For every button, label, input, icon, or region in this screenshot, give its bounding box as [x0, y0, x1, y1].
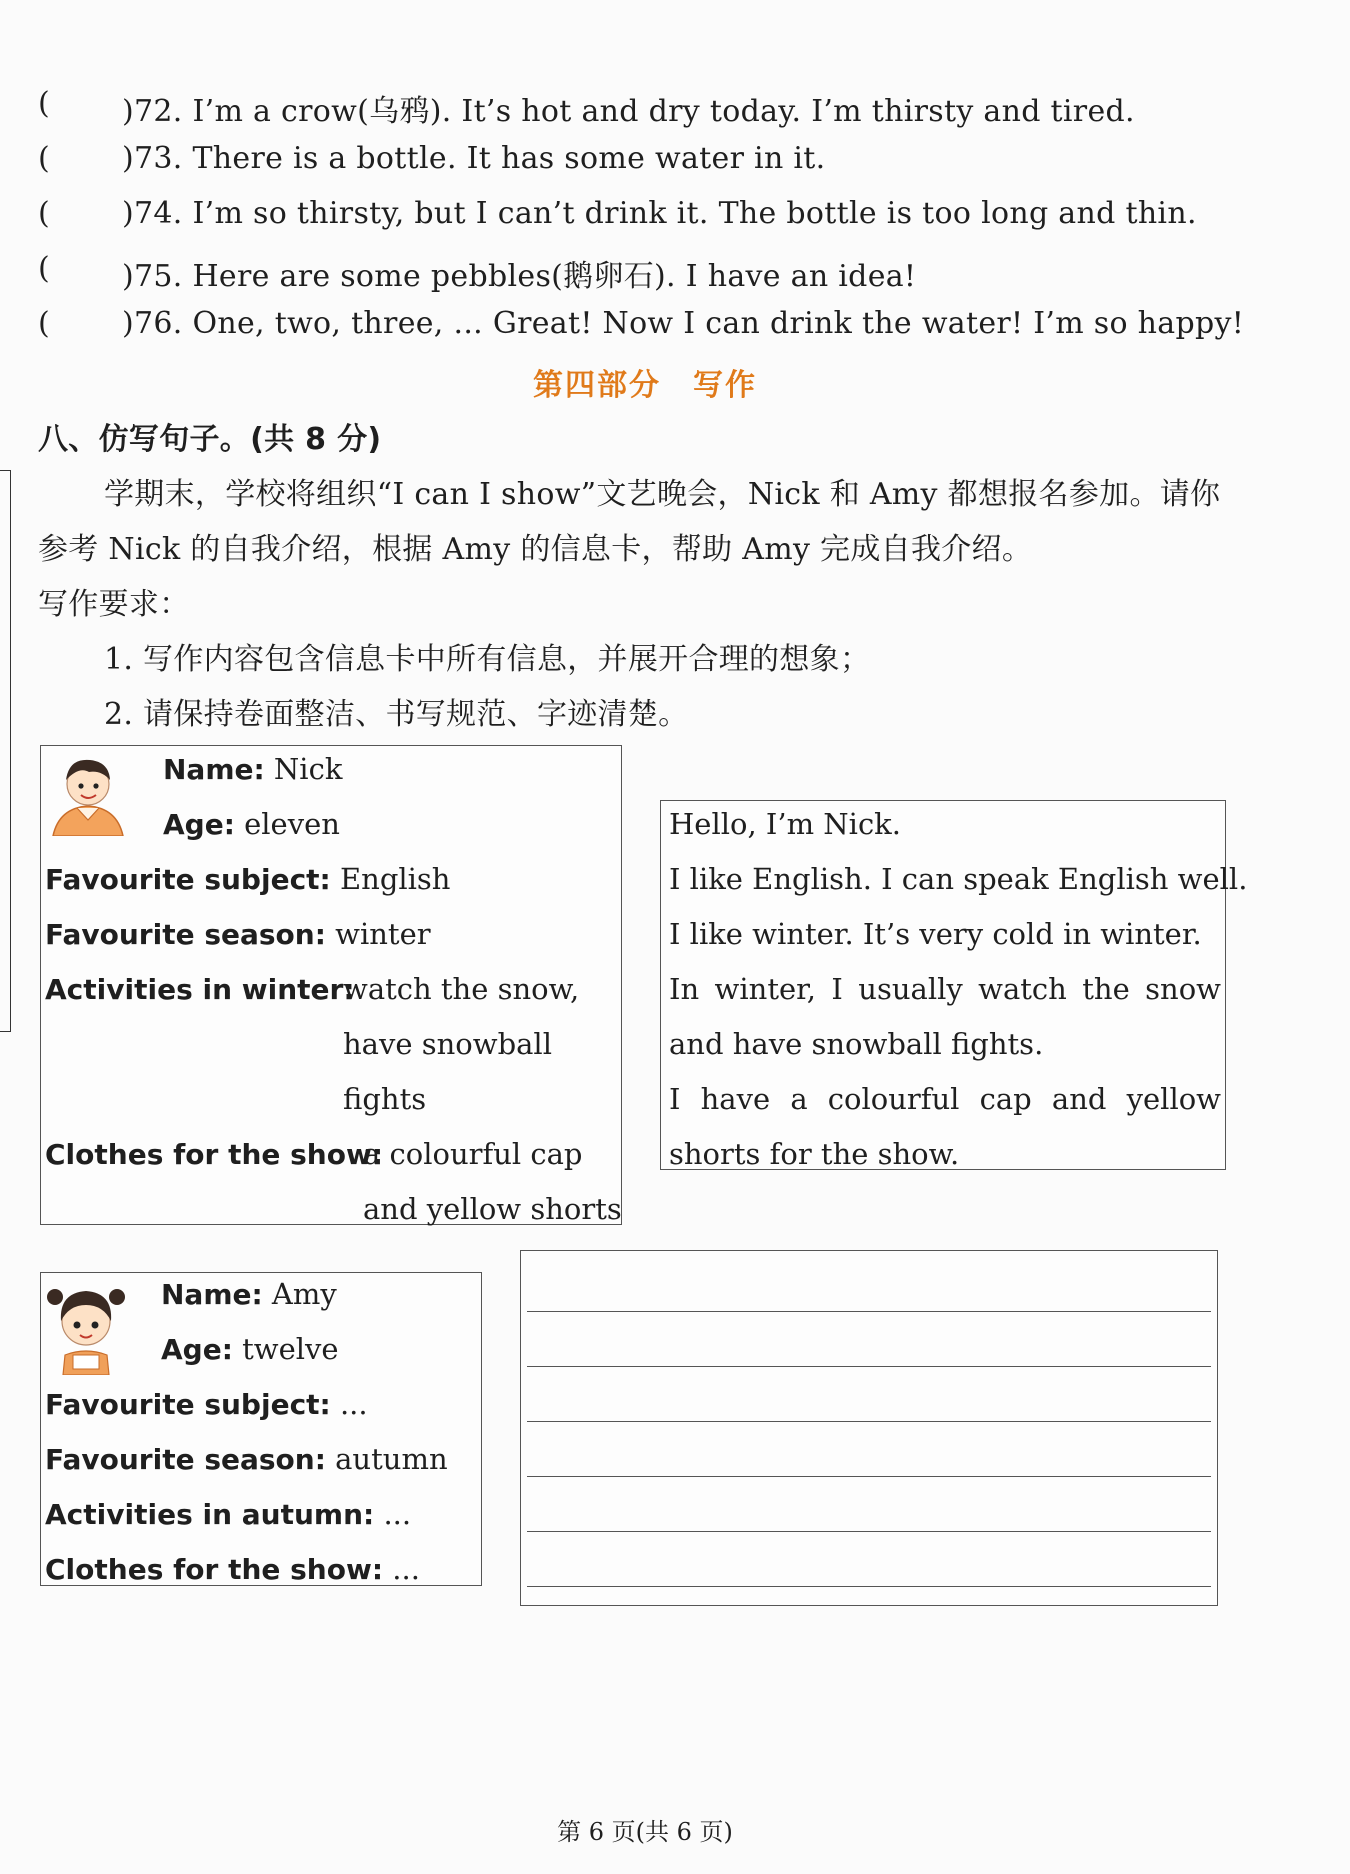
- name-value: Amy: [271, 1277, 337, 1311]
- sample-line: I have a colourful cap and yellow: [669, 1082, 1221, 1116]
- writing-line[interactable]: [527, 1311, 1211, 1312]
- age-label: Age:: [163, 808, 235, 841]
- sample-line: I like English. I can speak English well.: [669, 862, 1248, 896]
- boy-avatar-icon: [45, 750, 131, 836]
- season-value: winter: [335, 917, 431, 951]
- name-label: Name:: [161, 1278, 263, 1311]
- question-74: [122, 196, 1197, 231]
- question-text: I’m so thirsty, but I can’t drink it. The bottle is too long and thin.: [192, 196, 1197, 231]
- writing-answer-box[interactable]: [520, 1250, 1218, 1606]
- activities-row: [45, 972, 355, 1006]
- clothes-value-2: and yellow shorts: [363, 1192, 622, 1226]
- clothes-value: ...: [392, 1552, 420, 1586]
- activities-row: [45, 1497, 411, 1531]
- nick-sample-box: [660, 800, 1248, 1171]
- subject-label: Favourite subject:: [45, 1388, 331, 1421]
- requirement-1: 1. 写作内容包含信息卡中所有信息，并展开合理的想象；: [104, 642, 871, 677]
- subject-row: [45, 1387, 368, 1421]
- question-number: )72.: [122, 94, 183, 129]
- name-row: [161, 1277, 337, 1311]
- name-row: [163, 752, 342, 786]
- season-label: Favourite season:: [45, 918, 326, 951]
- clothes-label: Clothes for the show:: [45, 1553, 384, 1586]
- season-label: Favourite season:: [45, 1443, 326, 1476]
- binding-mark: [0, 470, 11, 1032]
- question-text: One, two, three, ... Great! Now I can drink the water! I’m so happy!: [192, 306, 1245, 341]
- season-row: [45, 917, 431, 951]
- sample-line: In winter, I usually watch the snow: [669, 972, 1221, 1006]
- writing-line[interactable]: [527, 1476, 1211, 1477]
- nick-info-card: [40, 745, 622, 1225]
- season-row: [45, 1442, 448, 1476]
- sample-line: shorts for the show.: [669, 1137, 960, 1171]
- age-row: [161, 1332, 339, 1366]
- answer-paren: (: [38, 196, 50, 231]
- subject-value: English: [339, 862, 451, 896]
- subject-label: Favourite subject:: [45, 863, 331, 896]
- answer-paren: (: [38, 306, 50, 341]
- clothes-value-1: a colourful cap: [363, 1137, 583, 1171]
- clothes-row: [45, 1137, 383, 1171]
- question-number: )76.: [122, 306, 183, 341]
- question-73: [122, 141, 826, 176]
- question-72: [122, 86, 1135, 130]
- sample-line: and have snowball fights.: [669, 1027, 1044, 1061]
- requirement-2: 2. 请保持卷面整洁、书写规范、字迹清楚。: [104, 697, 689, 732]
- age-label: Age:: [161, 1333, 233, 1366]
- part-heading: 八、仿写句子。(共 8 分): [38, 422, 382, 457]
- season-value: autumn: [335, 1442, 448, 1476]
- question-number: )75.: [122, 259, 183, 294]
- requirements-title: 写作要求：: [38, 587, 190, 622]
- sample-line: I like winter. It’s very cold in winter.: [669, 917, 1202, 951]
- clothes-row: [45, 1552, 420, 1586]
- writing-line[interactable]: [527, 1531, 1211, 1532]
- answer-paren: (: [38, 251, 50, 286]
- question-75: [122, 251, 916, 295]
- question-text: There is a bottle. It has some water in it.: [192, 141, 826, 176]
- activities-value-3: fights: [343, 1082, 427, 1116]
- activities-label: Activities in winter:: [45, 973, 355, 1006]
- question-76: [122, 306, 1244, 341]
- activities-value-2: have snowball: [343, 1027, 552, 1061]
- subject-value: ...: [339, 1387, 368, 1421]
- age-value: eleven: [244, 807, 340, 841]
- answer-paren: (: [38, 86, 50, 121]
- instruction-line-1: 学期末，学校将组织“I can I show”文艺晚会，Nick 和 Amy 都想报名参加。请你: [104, 477, 1221, 512]
- activities-label: Activities in autumn:: [45, 1498, 375, 1531]
- name-value: Nick: [273, 752, 343, 786]
- question-number: )74.: [122, 196, 183, 231]
- page-footer: 第 6 页(共 6 页): [557, 1818, 733, 1846]
- writing-line[interactable]: [527, 1586, 1211, 1587]
- subject-row: [45, 862, 451, 896]
- writing-line[interactable]: [527, 1421, 1211, 1422]
- section-title: 第四部分 写作: [533, 368, 757, 403]
- instruction-line-2: 参考 Nick 的自我介绍，根据 Amy 的信息卡，帮助 Amy 完成自我介绍。: [38, 532, 1033, 567]
- sample-line: Hello, I’m Nick.: [669, 807, 901, 841]
- name-label: Name:: [163, 753, 265, 786]
- question-text: Here are some pebbles(鹅卵石). I have an idea!: [192, 259, 917, 294]
- activities-value: ...: [383, 1497, 412, 1531]
- question-number: )73.: [122, 141, 183, 176]
- amy-info-card: [40, 1272, 482, 1586]
- clothes-label: Clothes for the show:: [45, 1138, 384, 1171]
- question-text: I’m a crow(乌鸦). It’s hot and dry today. I’m thirsty and tired.: [192, 94, 1135, 129]
- age-value: twelve: [242, 1332, 339, 1366]
- girl-avatar-icon: [43, 1275, 129, 1375]
- answer-paren: (: [38, 141, 50, 176]
- age-row: [163, 807, 340, 841]
- writing-line[interactable]: [527, 1366, 1211, 1367]
- activities-value-1: watch the snow,: [343, 972, 580, 1006]
